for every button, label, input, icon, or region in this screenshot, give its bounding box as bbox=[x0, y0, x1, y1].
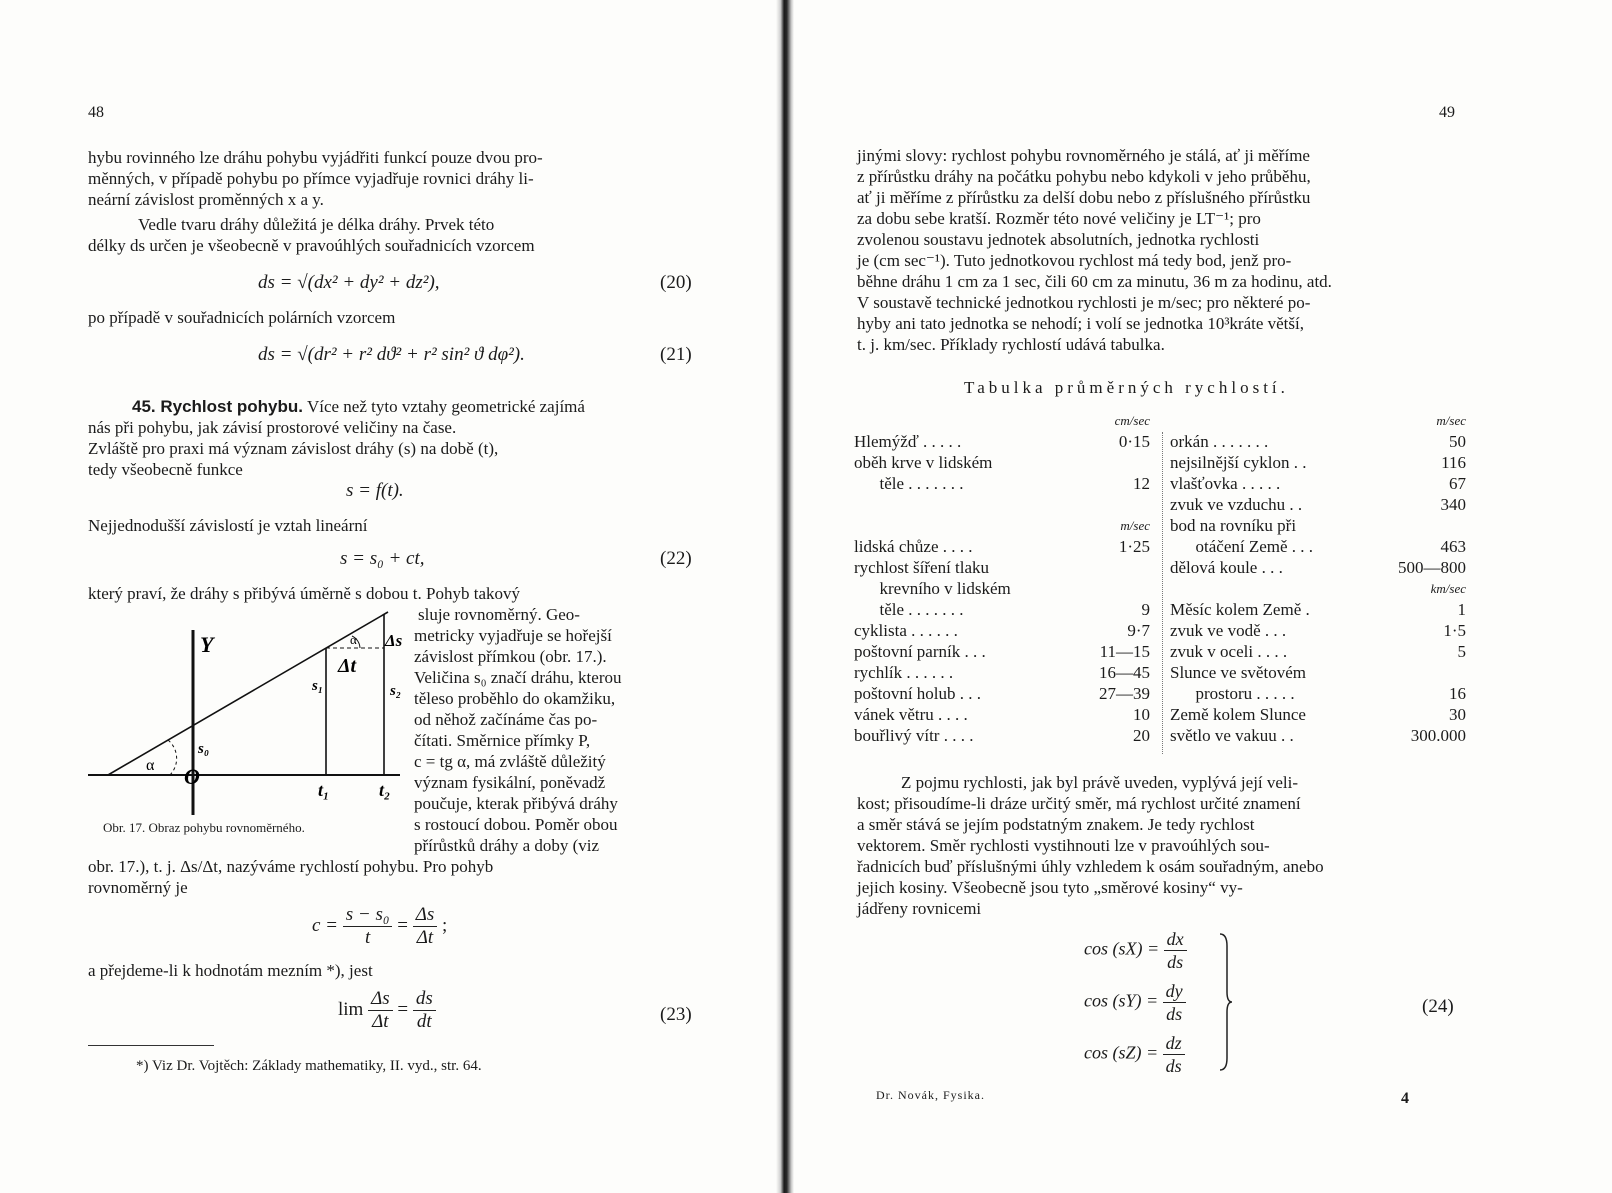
blank-row bbox=[854, 494, 1150, 515]
row-label: Země kolem Slunce bbox=[1170, 704, 1306, 724]
footnote: *) Viz Dr. Vojtěch: Základy mathematiky, II. vyd., str. 64. bbox=[136, 1058, 482, 1074]
row-value: 27—39 bbox=[1099, 683, 1150, 703]
table-row bbox=[854, 557, 1150, 578]
table-row bbox=[854, 473, 1150, 494]
text-line: V soustavě technické jednotkou rychlosti je m/sec; pro některé po- bbox=[857, 293, 1311, 312]
equation-22: s = s₀ + ct, bbox=[340, 548, 425, 569]
text-line: závislost přímkou (obr. 17.). bbox=[414, 647, 607, 666]
table-row bbox=[854, 704, 1150, 725]
text-line: sluje rovnoměrný. Geo- bbox=[418, 605, 580, 624]
row-value bbox=[1077, 578, 1150, 599]
row-value: 5 bbox=[1457, 641, 1466, 661]
row-label: těle . . . . . . . bbox=[854, 473, 964, 493]
eq24-row-z: cos (sZ) = $\frac{dz}{ds}$ bbox=[1084, 1032, 1187, 1084]
equation-20: ds = √(dx² + dy² + dz²), bbox=[258, 272, 440, 293]
page-number-right: 49 bbox=[1439, 104, 1455, 121]
table-row bbox=[1170, 452, 1466, 473]
row-label: zvuk v oceli . . . . bbox=[1170, 641, 1288, 661]
table-row bbox=[854, 410, 1150, 431]
text-line: nás při pohybu, jak závisí prostorové veličiny na čase. bbox=[88, 418, 457, 437]
section-45 bbox=[88, 396, 690, 480]
table-row bbox=[1170, 704, 1466, 725]
polar-intro: po případě v souřadnicích polárních vzorcem bbox=[88, 308, 396, 327]
text-line: Zvláště pro praxi má význam závislost dráhy (s) na době (t), bbox=[88, 439, 499, 458]
text-line: za dobu sebe kratší. Rozměr této nové veličiny je LT⁻¹; pro bbox=[857, 209, 1261, 228]
row-label: oběh krve v lidském bbox=[854, 452, 993, 472]
row-label: poštovní holub . . . bbox=[854, 683, 982, 703]
row-label: dělová koule . . . bbox=[1170, 557, 1283, 577]
eq24-row-x: cos (sX) = $\frac{dx}{ds}$ bbox=[1084, 928, 1187, 980]
text-line: c = tg α, má zvláště důležitý bbox=[414, 752, 606, 771]
text-line: Veličina s₀ značí dráhu, kterou bbox=[414, 668, 622, 687]
text-line: běhne dráhu 1 cm za 1 sec, čili 60 cm za minutu, 36 m za hodinu, atd. bbox=[857, 272, 1332, 291]
unit-label: cm/sec bbox=[1114, 412, 1150, 428]
figure-caption: Obr. 17. Obraz pohybu rovnoměrného. bbox=[103, 820, 305, 835]
row-value: 1·25 bbox=[1118, 536, 1150, 556]
text-line: neární závislost proměnných x a y. bbox=[88, 190, 324, 209]
unit-label: m/sec bbox=[1436, 412, 1466, 428]
equation-number-24: (24) bbox=[1422, 996, 1454, 1017]
text-line: od něhož začínáme čas po- bbox=[414, 710, 598, 729]
label-s0: s₀ bbox=[198, 741, 210, 757]
text-line: rovnoměrný je bbox=[88, 878, 188, 897]
row-label: Slunce ve světovém bbox=[1170, 662, 1306, 682]
row-value: 340 bbox=[1440, 494, 1466, 514]
table-row bbox=[854, 578, 1150, 599]
speed-table-right bbox=[1170, 410, 1466, 746]
table-row bbox=[1170, 536, 1466, 557]
text-line: metricky vyjadřuje se hořejší bbox=[414, 626, 612, 645]
angle-alpha-arc bbox=[168, 740, 177, 775]
table-row bbox=[854, 494, 1150, 515]
row-label: rychlík . . . . . . bbox=[854, 662, 954, 682]
row-label: těle . . . . . . . bbox=[854, 599, 964, 619]
row-label: otáčení Země . . . bbox=[1170, 536, 1314, 556]
footnote-rule bbox=[88, 1045, 214, 1046]
row-value: 9 bbox=[1141, 599, 1150, 619]
table-row bbox=[1170, 410, 1466, 431]
equation-24 bbox=[1084, 928, 1187, 1084]
row-value: 500—800 bbox=[1398, 557, 1466, 577]
table-row bbox=[1170, 515, 1466, 536]
text-line: měnných, v případě pohybu po přímce vyjadřuje rovnici dráhy li- bbox=[88, 169, 534, 188]
table-divider bbox=[1162, 432, 1163, 754]
table-row bbox=[1170, 578, 1466, 599]
row-value bbox=[1077, 452, 1150, 473]
table-row bbox=[854, 599, 1150, 620]
label-alpha: α bbox=[146, 757, 155, 774]
after-figure-text bbox=[88, 856, 690, 898]
row-label: Měsíc kolem Země . bbox=[1170, 599, 1310, 619]
row-value bbox=[1371, 662, 1466, 683]
text-line: kost; přisoudíme-li dráze určitý směr, má rychlost určité znamení bbox=[857, 794, 1301, 813]
row-label: lidská chůze . . . . bbox=[854, 536, 973, 556]
label-alpha-small: α bbox=[350, 632, 357, 647]
text-line: jejich kosiny. Všeobecně jsou tyto „směrové kosiny“ vy- bbox=[857, 878, 1243, 897]
text-line: jinými slovy: rychlost pohybu rovnoměrného je stálá, ať ji měříme bbox=[857, 146, 1310, 165]
row-value: 0·15 bbox=[1118, 431, 1150, 451]
equation-s-f-t: s = f(t). bbox=[346, 480, 404, 501]
footer-sheet-number: 4 bbox=[1401, 1090, 1409, 1107]
unit-label: m/sec bbox=[1120, 517, 1150, 533]
table-row bbox=[854, 620, 1150, 641]
text-line: je (cm sec⁻¹). Tuto jednotkovou rychlost má tedy bod, jenž pro- bbox=[857, 251, 1292, 270]
text-line: s rostoucí dobou. Poměr obou bbox=[414, 815, 618, 834]
row-label: zvuk ve vzduchu . . bbox=[1170, 494, 1303, 514]
table-row bbox=[854, 515, 1150, 536]
row-label: vánek větru . . . . bbox=[854, 704, 968, 724]
text-line: jádřeny rovnicemi bbox=[857, 899, 982, 918]
table-row bbox=[1170, 599, 1466, 620]
equation-21: ds = √(dr² + r² dϑ² + r² sin² ϑ dφ²). bbox=[258, 344, 525, 365]
equation-number-23: (23) bbox=[660, 1004, 692, 1025]
row-label: orkán . . . . . . . bbox=[1170, 431, 1269, 451]
equation-number-21: (21) bbox=[660, 344, 692, 365]
row-value: 20 bbox=[1133, 725, 1150, 745]
label-delta-s: Δs bbox=[385, 631, 403, 650]
row-value: 12 bbox=[1133, 473, 1150, 493]
row-value: 10 bbox=[1133, 704, 1150, 724]
speed-table-left bbox=[854, 410, 1150, 746]
table-row bbox=[854, 452, 1150, 473]
row-value: 1 bbox=[1457, 599, 1466, 619]
text-line: obr. 17.), t. j. Δs/Δt, nazýváme rychlostí pohybu. Pro pohyb bbox=[88, 857, 494, 876]
text-line: zvolenou soustavu jednotek absolutních, jednotka rychlosti bbox=[857, 230, 1260, 249]
table-row bbox=[1170, 620, 1466, 641]
unit-label: km/sec bbox=[1430, 580, 1466, 596]
row-label: zvuk ve vodě . . . bbox=[1170, 620, 1287, 640]
text-line: Vedle tvaru dráhy důležitá je délka dráhy. Prvek této bbox=[138, 215, 495, 234]
row-label: poštovní parník . . . bbox=[854, 641, 986, 661]
label-y: Y bbox=[200, 632, 214, 657]
text-line: hybu rovinného lze dráhu pohybu vyjádřiti funkcí pouze dvou pro- bbox=[88, 148, 543, 167]
table-title: Tabulka průměrných rychlostí. bbox=[964, 378, 1289, 397]
text-line: Více než tyto vztahy geometrické zajímá bbox=[306, 397, 585, 416]
table-row bbox=[854, 641, 1150, 662]
table-row bbox=[1170, 494, 1466, 515]
label-delta-t: Δt bbox=[338, 655, 357, 677]
page-number-left: 48 bbox=[88, 104, 104, 121]
equation-velocity: c = $\frac{\text{s − s₀}}{t}$ = $\frac{\Delta s}{\Delta t}$ ; bbox=[312, 904, 448, 948]
eq24-row-y: cos (sY) = $\frac{dy}{ds}$ bbox=[1084, 980, 1187, 1032]
table-row bbox=[854, 431, 1150, 452]
text-line: Z pojmu rychlosti, jak byl právě uveden, vyplývá její veli- bbox=[901, 773, 1299, 792]
table-row bbox=[854, 662, 1150, 683]
text-line: z přírůstku dráhy na počátku pohybu nebo kdykoli v jeho průběhu, bbox=[857, 167, 1311, 186]
row-label: vlašťovka . . . . . bbox=[1170, 473, 1281, 493]
row-label: bouřlivý vítr . . . . bbox=[854, 725, 974, 745]
row-label: prostoru . . . . . bbox=[1170, 683, 1295, 703]
table-row bbox=[854, 725, 1150, 746]
text-line: vektorem. Směr rychlosti vystihnouti lze v pravoúhlých sou- bbox=[857, 836, 1270, 855]
text-line: čítati. Směrnice přímky P, bbox=[414, 731, 591, 750]
text-line: t. j. km/sec. Příklady rychlostí udává tabulka. bbox=[857, 335, 1165, 354]
row-value: 11—15 bbox=[1099, 641, 1150, 661]
line-p bbox=[108, 612, 388, 775]
row-value: 50 bbox=[1449, 431, 1466, 451]
row-label: krevního v lidském bbox=[854, 578, 1011, 598]
text-line: ať ji měříme z přírůstku za delší dobu nebo z příslušného přírůstku bbox=[857, 188, 1311, 207]
row-value: 16 bbox=[1449, 683, 1466, 703]
row-value: 16—45 bbox=[1099, 662, 1150, 682]
figure-17 bbox=[88, 600, 408, 830]
length-paragraph bbox=[88, 214, 690, 256]
text-line: poučuje, kterak přibývá dráhy bbox=[414, 794, 618, 813]
table-row bbox=[1170, 431, 1466, 452]
uniform-line: který praví, že dráhy s přibývá úměrně s dobou t. Pohyb takový bbox=[88, 584, 520, 603]
table-row bbox=[1170, 725, 1466, 746]
row-value bbox=[1371, 515, 1466, 536]
table-row bbox=[1170, 473, 1466, 494]
table-row bbox=[854, 683, 1150, 704]
label-s1: s₁ bbox=[312, 678, 324, 694]
row-value: 9·7 bbox=[1127, 620, 1150, 640]
text-line: řadnicích buď příslušnými úhly vzhledem k osám souřadným, anebo bbox=[857, 857, 1324, 876]
text-line: hyby ani tato jednotka se nehodí; i volí se jednotka 10³kráte větší, bbox=[857, 314, 1304, 333]
row-label: bod na rovníku při bbox=[1170, 515, 1297, 535]
left-page bbox=[0, 0, 786, 1193]
row-value: 300.000 bbox=[1410, 725, 1466, 745]
table-row bbox=[1170, 641, 1466, 662]
intro-paragraph-right bbox=[857, 145, 1465, 355]
row-label: nejsilnější cyklon . . bbox=[1170, 452, 1307, 472]
intro-paragraph bbox=[88, 147, 690, 210]
text-line: tedy všeobecně funkce bbox=[88, 460, 243, 479]
eq24-brace bbox=[1218, 932, 1234, 1072]
equation-number-20: (20) bbox=[660, 272, 692, 293]
text-line: význam fysikální, poněvadž bbox=[414, 773, 606, 792]
text-line: přírůstků dráhy a doby (viz bbox=[414, 836, 600, 855]
label-t1: t₁ bbox=[318, 780, 330, 800]
row-label: cyklista . . . . . . bbox=[854, 620, 958, 640]
right-page bbox=[794, 0, 1612, 1193]
equation-23: lim $\frac{\Delta s}{\Delta t}$ = $\frac{ds}{dt}$ bbox=[338, 988, 436, 1033]
text-line: těleso proběhlo do okamžiku, bbox=[414, 689, 616, 708]
row-value: 463 bbox=[1440, 536, 1466, 556]
row-value bbox=[1077, 557, 1150, 578]
row-value: 30 bbox=[1449, 704, 1466, 724]
limit-intro: a přejdeme-li k hodnotám mezním *), jest bbox=[88, 961, 373, 980]
footer-author: Dr. Novák, Fysika. bbox=[876, 1088, 985, 1102]
text-line: a směr stává se jejím podstatným znakem. Je tedy rychlost bbox=[857, 815, 1255, 834]
vector-paragraph bbox=[857, 772, 1465, 919]
row-value: 1·5 bbox=[1443, 620, 1466, 640]
section-heading: 45. Rychlost pohybu. bbox=[132, 397, 303, 416]
table-row bbox=[854, 536, 1150, 557]
row-value: 116 bbox=[1441, 452, 1466, 472]
linear-intro: Nejjednodušší závislostí je vztah lineární bbox=[88, 516, 368, 535]
text-line: délky ds určen je všeobecně v pravoúhlých souřadnicích vzorcem bbox=[88, 236, 535, 255]
row-label: rychlost šíření tlaku bbox=[854, 557, 990, 577]
table-row bbox=[1170, 557, 1466, 578]
row-label: světlo ve vakuu . . bbox=[1170, 725, 1294, 745]
label-t2: t₂ bbox=[379, 780, 391, 800]
figure-side-text bbox=[414, 604, 690, 856]
row-value: 67 bbox=[1449, 473, 1466, 493]
label-s2: s₂ bbox=[390, 683, 402, 699]
row-label: Hlemýžď . . . . . bbox=[854, 431, 962, 451]
table-row bbox=[1170, 662, 1466, 683]
equation-number-22: (22) bbox=[660, 548, 692, 569]
label-origin: O bbox=[184, 764, 200, 789]
table-row bbox=[1170, 683, 1466, 704]
